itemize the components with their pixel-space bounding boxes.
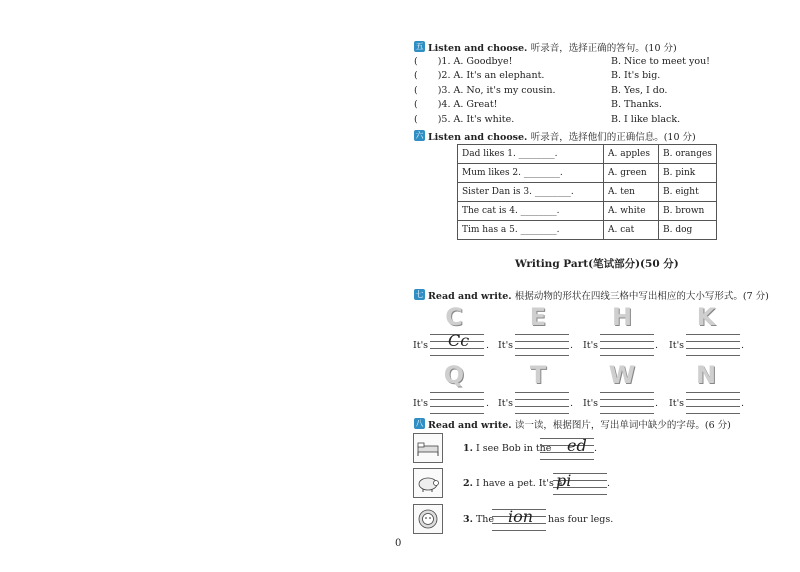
- its-label: It's: [498, 340, 514, 351]
- period: .: [741, 340, 745, 351]
- pig-picture-icon: [413, 468, 443, 498]
- period: .: [607, 478, 611, 489]
- section-7-badge: 七: [415, 290, 424, 299]
- section-5-title-en: Listen and choose.: [428, 43, 528, 54]
- its-label: It's: [669, 398, 685, 409]
- section-5-badge: 五: [415, 42, 424, 51]
- its-label: It's: [498, 398, 514, 409]
- section-6-title-en: Listen and choose.: [428, 132, 528, 143]
- section-8-badge: 八: [415, 419, 424, 428]
- period: .: [486, 340, 490, 351]
- writing-part-title: Writing Part(笔试部分)(50 分): [515, 258, 679, 270]
- section-5-title: [428, 40, 677, 54]
- section-8-title-en: Read and write.: [428, 420, 512, 431]
- example-answer: Cc: [448, 331, 470, 350]
- section-7-title: [428, 288, 769, 302]
- section-6-table: [457, 144, 717, 240]
- four-line-grid: [515, 392, 569, 414]
- section-5-title-cn: 听录音，选择正确的答句。(10 分): [530, 43, 677, 54]
- list-item: ( )1. A. Goodbye!: [414, 56, 513, 67]
- four-line-grid: [686, 392, 740, 414]
- list-item: ( )3. A. No, it's my cousin.: [414, 85, 556, 96]
- lion-picture-icon: [413, 504, 443, 534]
- list-item: ( )2. A. It's an elephant.: [414, 70, 545, 81]
- answer-3-letters: ion: [508, 507, 534, 526]
- section-7-title-cn: 根据动物的形状在四线三格中写出相应的大小写形式。(7 分): [514, 291, 769, 302]
- question-2: 2. I have a pet. It's a: [463, 478, 563, 489]
- four-line-grid: [686, 334, 740, 356]
- period: .: [486, 398, 490, 409]
- answer-2-letters: pi: [556, 471, 572, 490]
- table-row: The cat is 4. ________. A. white B. brown: [458, 202, 717, 221]
- page-number: 0: [395, 538, 402, 549]
- section-7-title-en: Read and write.: [428, 291, 512, 302]
- four-line-grid: [600, 334, 654, 356]
- table-row: Sister Dan is 3. ________. A. ten B. eight: [458, 183, 717, 202]
- table-row: Mum likes 2. ________. A. green B. pink: [458, 164, 717, 183]
- its-label: It's: [669, 340, 685, 351]
- animal-letter-w-icon: W: [608, 361, 636, 389]
- list-item: ( )4. A. Great!: [414, 99, 498, 110]
- period: .: [655, 340, 659, 351]
- its-label: It's: [413, 340, 429, 351]
- list-item-option-b: B. I like black.: [611, 114, 681, 125]
- list-item-option-b: B. Nice to meet you!: [611, 56, 711, 67]
- bed-picture-icon: [413, 433, 443, 463]
- period: .: [655, 398, 659, 409]
- animal-letter-q-icon: Q: [443, 361, 465, 389]
- table-row: Tim has a 5. ________. A. cat B. dog: [458, 221, 717, 240]
- animal-letter-h-icon: H: [611, 303, 633, 331]
- section-6-title-cn: 听录音，选择他们的正确信息。(10 分): [530, 132, 696, 143]
- list-item-option-b: B. It's big.: [611, 70, 661, 81]
- period: .: [741, 398, 745, 409]
- question-3-end: has four legs.: [548, 514, 614, 525]
- animal-letter-e-icon: E: [529, 303, 547, 331]
- four-line-grid: [600, 392, 654, 414]
- period: .: [570, 398, 574, 409]
- period: .: [594, 443, 598, 454]
- table-row: Dad likes 1. ________. A. apples B. oranges: [458, 145, 717, 164]
- list-item-option-b: B. Yes, I do.: [611, 85, 668, 96]
- four-line-grid: [515, 334, 569, 356]
- list-item-option-b: B. Thanks.: [611, 99, 662, 110]
- section-8-title: [428, 417, 731, 431]
- its-label: It's: [583, 398, 599, 409]
- four-line-grid: [430, 392, 484, 414]
- section-8-title-cn: 读一读，根据图片，写出单词中缺少的字母。(6 分): [514, 420, 731, 431]
- section-6-title: [428, 129, 696, 143]
- its-label: It's: [413, 398, 429, 409]
- its-label: It's: [583, 340, 599, 351]
- animal-letter-n-icon: N: [695, 361, 717, 389]
- animal-letter-t-icon: T: [529, 361, 547, 389]
- question-3: 3. The: [463, 514, 495, 525]
- question-1: 1. I see Bob in the: [463, 443, 552, 454]
- animal-letter-k-icon: K: [696, 303, 716, 331]
- section-6-badge: 六: [415, 131, 424, 140]
- list-item: ( )5. A. It's white.: [414, 114, 515, 125]
- period: .: [570, 340, 574, 351]
- animal-letter-c-icon: C: [445, 303, 463, 331]
- answer-1-letters: ed: [567, 436, 587, 455]
